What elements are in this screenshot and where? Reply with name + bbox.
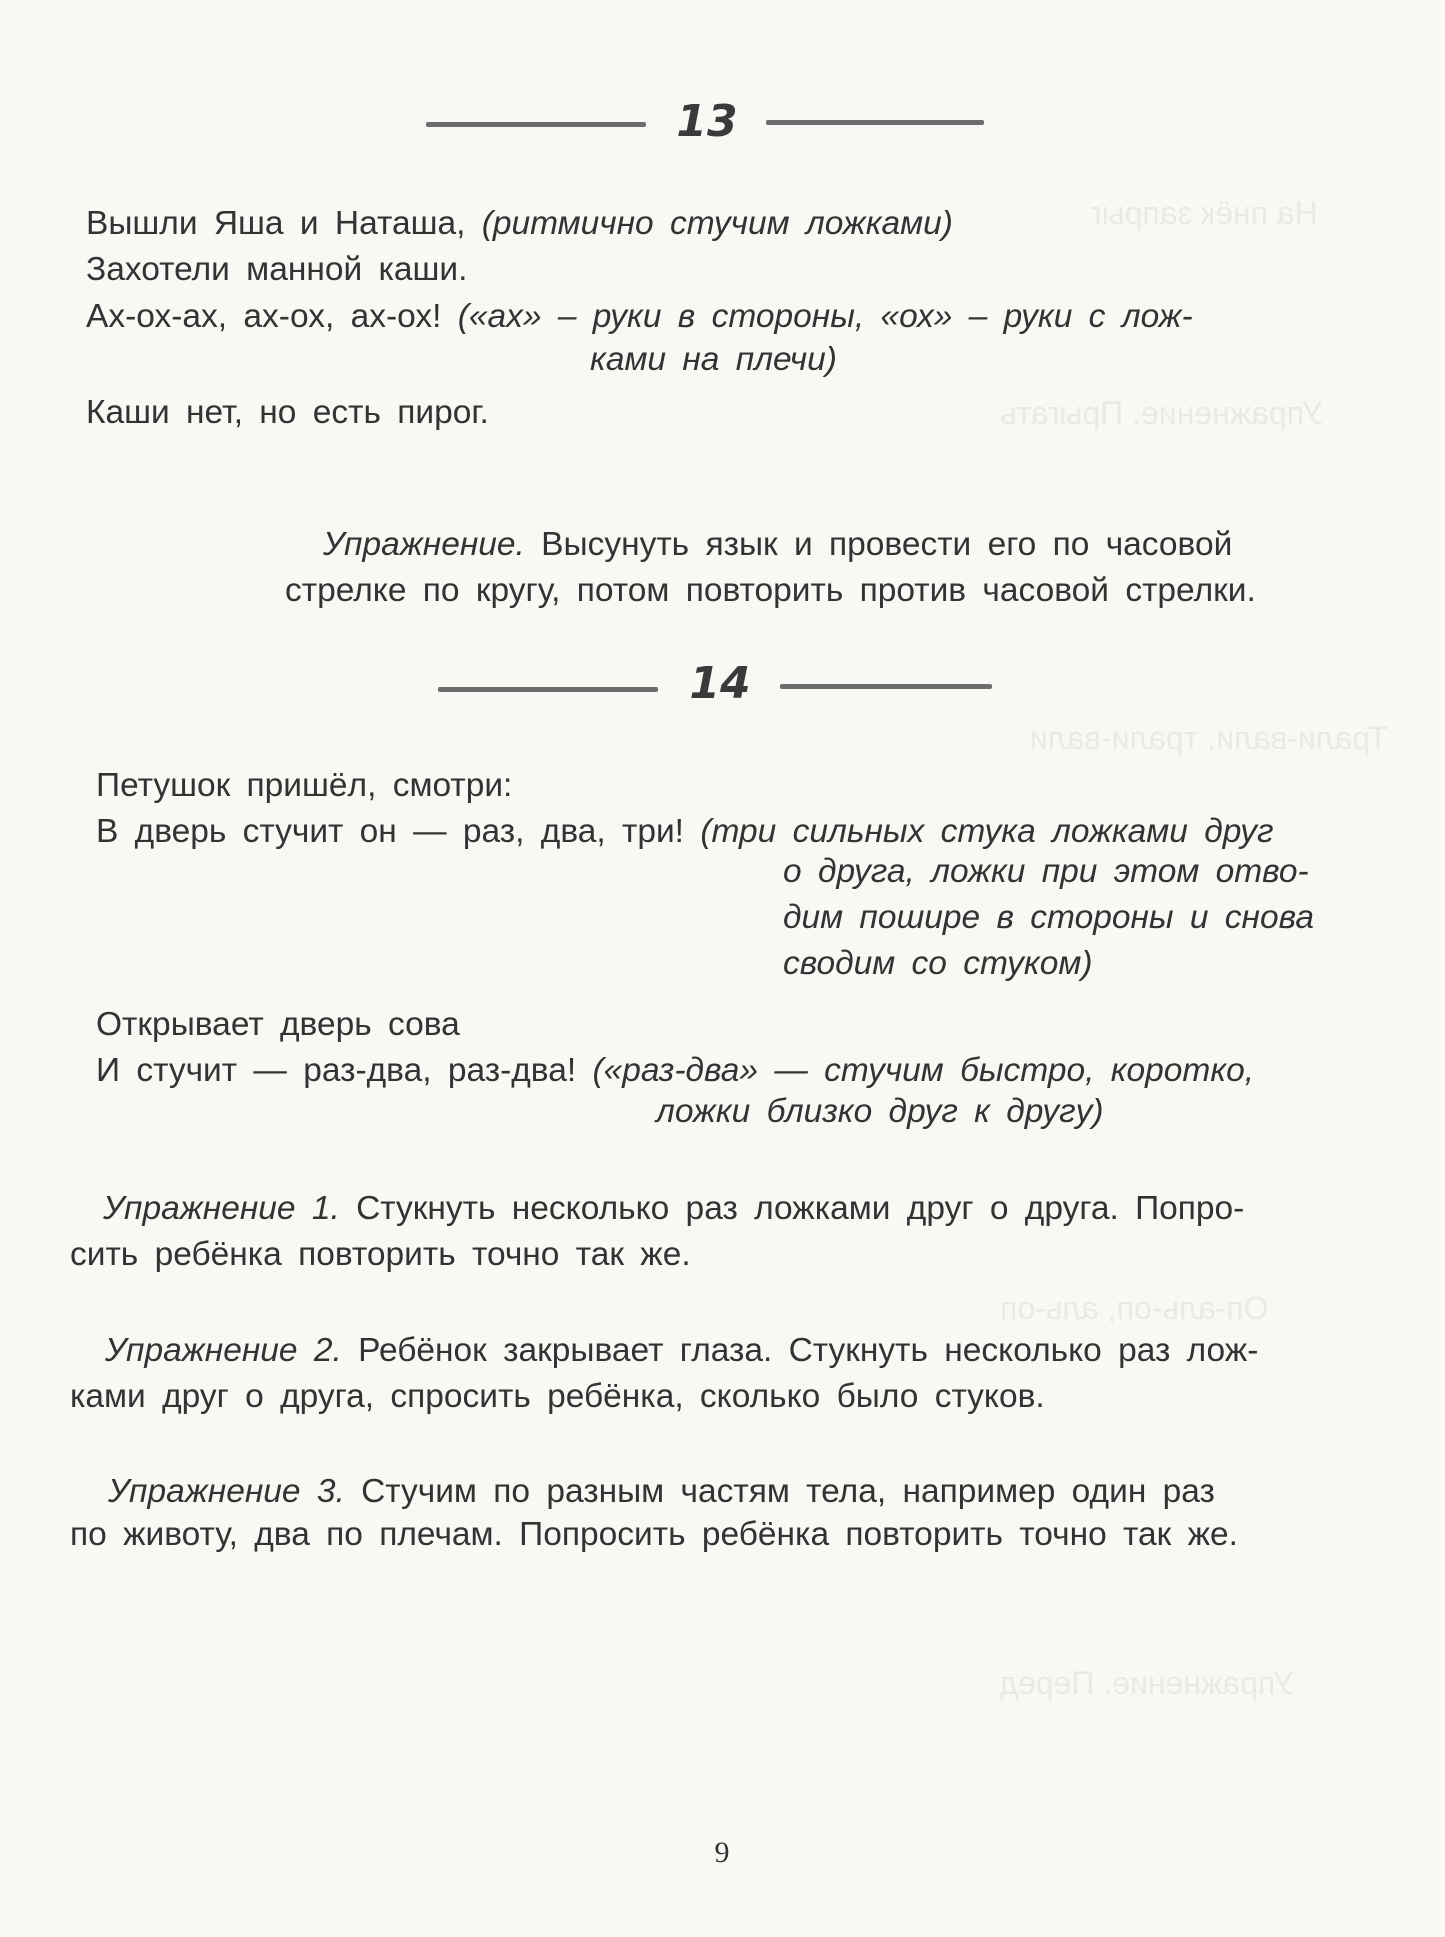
verse-line: Захотели манной каши. — [86, 251, 468, 288]
verse-line: Вышли Яша и Наташа, (ритмично стучим ложками) — [86, 205, 953, 242]
header-rule-right — [766, 120, 984, 125]
exercise-1-text: Упражнение 1. Стукнуть несколько раз ложками друг о друга. Попро- — [103, 1190, 1245, 1227]
section-13-header — [0, 92, 1445, 162]
verse-note: ложки близко друг к другу) — [656, 1093, 1104, 1130]
verse-line: В дверь стучит он — раз, два, три! (три сильных стука ложками друг — [96, 813, 1274, 850]
exercise-3-text: по животу, два по плечам. Попросить ребёнка повторить точно так же. — [70, 1516, 1238, 1553]
exercise-text: Упражнение. Высунуть язык и провести его по часовой — [323, 526, 1233, 563]
verse-line: Каши нет, но есть пирог. — [86, 394, 489, 431]
verse-line: Петушок пришёл, смотри: — [96, 767, 513, 804]
exercise-text: стрелке по кругу, потом повторить против часовой стрелки. — [285, 572, 1256, 609]
section-number: 13 — [676, 96, 738, 147]
verse-line: Ах-ох-ах, ах-ох, ах-ох! («ах» – руки в стороны, «ох» – руки с лож- — [86, 298, 1193, 335]
verse-note: сводим со стуком) — [783, 945, 1093, 982]
verse-note: о друга, ложки при этом отво- — [783, 853, 1309, 890]
header-rule-right — [780, 684, 992, 689]
page-number: 9 — [714, 1836, 730, 1869]
exercise-3-text: Упражнение 3. Стучим по разным частям тела, например один раз — [108, 1473, 1215, 1510]
verse-note: дим пошире в стороны и снова — [783, 899, 1314, 936]
verse-line: Открывает дверь сова — [96, 1006, 460, 1043]
verse-note: ками на плечи) — [590, 341, 837, 378]
header-rule-left — [438, 687, 658, 692]
header-rule-left — [426, 122, 646, 127]
exercise-2-text: ками друг о друга, спросить ребёнка, сколько было стуков. — [70, 1378, 1045, 1415]
section-number: 14 — [689, 658, 751, 709]
exercise-1-text: сить ребёнка повторить точно так же. — [70, 1236, 691, 1273]
exercise-2-text: Упражнение 2. Ребёнок закрывает глаза. Стукнуть несколько раз лож- — [105, 1332, 1259, 1369]
section-14-header — [0, 654, 1445, 724]
verse-line: И стучит — раз-два, раз-два! («раз-два» — стучим быстро, коротко, — [96, 1052, 1255, 1089]
